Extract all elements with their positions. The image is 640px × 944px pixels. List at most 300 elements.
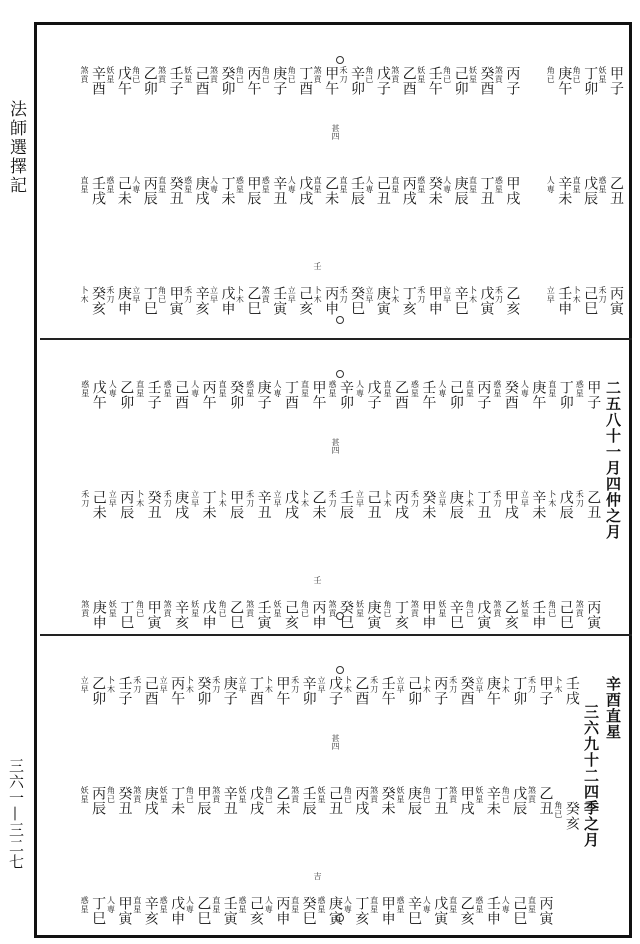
day-entry [287,66,313,96]
ganzhi-day: 甲辰 [195,786,212,816]
star-note: 妖星 [416,66,426,84]
day-column [107,380,135,630]
day-column [272,380,300,630]
day-column [382,380,410,630]
margin-note: 吉 [313,872,322,880]
day-entry [218,380,244,410]
ganzhi-day: 庚辰 [447,490,464,520]
day-entry [158,286,184,316]
day-column [263,676,291,926]
ganzhi-day: 乙酉 [353,676,370,706]
star-note: 卜木 [235,286,245,304]
day-entry [365,66,391,96]
star-note: 惑星 [238,896,248,914]
day-entry [287,176,313,206]
star-note: 角已 [157,286,167,304]
star-note: 人専 [343,896,353,914]
day-entry [261,286,287,316]
day-entry [494,66,520,96]
star-note: 直星 [157,176,167,194]
star-note: 惑星 [80,380,90,398]
day-column [316,676,344,926]
day-entry [184,176,210,206]
ganzhi-day: 乙酉 [400,66,417,96]
day-entry [554,801,580,831]
ganzhi-day: 辛亥 [142,896,159,926]
day-entry [370,786,396,816]
day-entry [438,600,464,630]
ganzhi-day: 丁丑 [478,176,495,206]
day-entry [132,66,158,96]
day-entry [343,786,369,816]
star-note: 卜木 [501,676,511,694]
star-note: 卜木 [390,286,400,304]
ganzhi-day: 辛未 [530,490,547,520]
day-entry [520,600,546,630]
ganzhi-day: 丙戌 [400,176,417,206]
star-note: 妖星 [395,786,405,804]
binding-hole-icon [336,666,344,674]
day-column [234,66,262,316]
ganzhi-day: 己酉 [142,676,159,706]
day-column [468,66,496,316]
ganzhi-day: 壬寅 [255,600,272,630]
ganzhi-day: 癸未 [426,176,443,206]
day-entry [548,490,574,520]
day-entry [80,66,106,96]
star-note: 人専 [273,380,283,398]
star-note: 煞貢 [390,66,400,84]
day-entry [355,600,381,630]
day-column [132,676,160,926]
day-entry [443,176,469,206]
ganzhi-day: 辛巳 [447,600,464,630]
ganzhi-day: 丙辰 [90,786,107,816]
star-note: 卜木 [422,676,432,694]
star-note: 角已 [235,66,245,84]
star-note: 人専 [190,380,200,398]
day-entry [465,380,491,410]
day-entry [273,490,299,520]
star-note: 角已 [501,786,511,804]
day-entry [261,66,287,96]
day-entry [136,490,162,520]
day-entry [238,676,264,706]
day-entry [106,286,132,316]
day-entry [520,380,546,410]
day-entry [235,176,261,206]
day-column [574,380,602,630]
day-column [158,676,186,926]
day-column [448,676,476,926]
star-note: 禾刀 [80,490,90,508]
day-column [369,676,397,926]
ganzhi-day: 乙巳 [228,600,245,630]
ganzhi-day: 丙子 [432,676,449,706]
day-entry [291,896,317,926]
ganzhi-day: 庚申 [115,286,132,316]
ganzhi-day: 丙申 [310,600,327,630]
star-note: 立早 [108,490,118,508]
ganzhi-day: 戊寅 [475,600,492,630]
day-column [342,676,370,926]
day-column [553,676,581,926]
ganzhi-day: 庚辰 [452,176,469,206]
ganzhi-day: 乙巳 [245,286,262,316]
day-entry [238,896,264,926]
day-entry [501,676,527,706]
ganzhi-day: 己酉 [193,66,210,96]
ganzhi-day: 丁卯 [557,380,574,410]
ganzhi-day: 乙酉 [392,380,409,410]
day-column [157,66,185,316]
star-note: 煞貢 [492,600,502,618]
day-column [442,66,470,316]
margin-note: 甚四 [331,124,340,140]
day-entry [546,66,572,96]
day-column [184,676,212,926]
star-note: 人専 [264,896,274,914]
star-note: 角已 [106,786,116,804]
day-entry [469,176,495,206]
ganzhi-day: 乙卯 [90,676,107,706]
star-note: 立早 [442,286,452,304]
ganzhi-day: 癸未 [420,490,437,520]
day-entry [417,66,443,96]
day-column [183,66,211,316]
star-note: 人専 [108,380,118,398]
day-entry [212,896,238,926]
ganzhi-day: 乙丑 [608,176,625,206]
star-note: 立早 [355,490,365,508]
ganzhi-day: 壬辰 [300,786,317,816]
star-note: 直星 [369,896,379,914]
day-column [211,676,239,926]
day-entry [572,286,598,316]
day-entry [317,676,343,706]
ganzhi-day: 甲寅 [167,286,184,316]
ganzhi-day: 壬午 [420,380,437,410]
day-entry [422,896,448,926]
star-note: 角已 [382,600,392,618]
star-note: 立早 [546,286,556,304]
ganzhi-day: 壬子 [145,380,162,410]
day-entry [355,380,381,410]
day-entry [422,676,448,706]
day-entry [501,896,527,926]
star-note: 人専 [106,896,116,914]
star-note: 直星 [132,896,142,914]
day-entry [235,286,261,316]
ganzhi-day: 庚戌 [193,176,210,206]
star-note: 立早 [159,676,169,694]
star-note: 卜木 [264,676,274,694]
day-entry [80,676,106,706]
binding-hole-icon [336,612,344,620]
ganzhi-day: 乙卯 [141,66,158,96]
ganzhi-day: 丙寅 [537,896,554,926]
day-entry [343,896,369,926]
day-entry [317,786,343,816]
ganzhi-day: 辛卯 [349,66,365,96]
day-entry [475,676,501,706]
day-column [500,676,528,926]
margin-note: 壬 [313,262,322,270]
ganzhi-day: 甲申 [379,896,396,926]
ganzhi-day: 丙戌 [353,786,370,816]
ganzhi-day: 壬辰 [349,176,365,206]
ganzhi-day: 丁亥 [400,286,417,316]
day-column [421,676,449,926]
star-note: 人専 [364,176,374,194]
ganzhi-day: 庚申 [90,600,107,630]
ganzhi-day: 丁亥 [353,896,370,926]
star-note: 妖星 [468,66,478,84]
ganzhi-day: 丁巳 [141,286,158,316]
ganzhi-day: 己丑 [374,176,391,206]
month-heading: 辛酉直星 [604,676,622,740]
day-column [208,66,236,316]
ganzhi-day: 庚子 [255,380,272,410]
ganzhi-day: 丙申 [323,286,340,316]
star-note: 煞貢 [209,66,219,84]
ganzhi-day: 丁丑 [432,786,449,816]
day-entry [184,66,210,96]
star-note: 角已 [218,600,228,618]
ganzhi-day: 丁酉 [297,66,314,96]
day-entry [417,286,443,316]
binding-hole-icon [336,56,344,64]
day-entry [81,380,107,410]
star-note: 角已 [572,66,582,84]
day-entry [410,380,436,410]
star-note: 惑星 [474,896,484,914]
day-entry [598,176,624,206]
star-note: 立早 [474,676,484,694]
star-note: 立早 [317,676,326,694]
day-column [131,66,159,316]
ganzhi-day: 辛丑 [271,176,288,206]
day-entry [159,896,185,926]
day-entry [546,176,572,206]
ganzhi-day: 甲辰 [228,490,245,520]
star-note: 立早 [520,490,530,508]
day-column [260,66,288,316]
day-entry [494,286,520,316]
day-column [597,66,625,316]
star-note: 禾刀 [211,676,221,694]
ganzhi-day: 壬戌 [89,176,106,206]
star-note: 惑星 [492,380,502,398]
day-column [327,380,355,630]
ganzhi-day: 丙辰 [141,176,158,206]
day-entry [475,896,501,926]
ganzhi-day: 戊午 [90,380,107,410]
star-note: 惑星 [598,176,608,194]
ganzhi-day: 庚寅 [365,600,382,630]
day-entry [396,896,422,926]
star-note: 禾刀 [290,676,300,694]
ganzhi-day: 乙丑 [537,786,554,816]
star-note: 人専 [520,380,530,398]
day-entry [158,176,184,206]
day-entry [81,490,107,520]
day-entry [133,896,159,926]
day-entry [218,600,244,630]
star-note: 煞貢 [328,600,337,618]
day-entry [548,380,574,410]
star-note: 禾刀 [163,490,173,508]
ganzhi-day: 壬申 [530,600,547,630]
day-entry [493,600,519,630]
day-entry [528,786,554,816]
star-note: 惑星 [183,176,193,194]
ganzhi-day: 庚寅 [374,286,391,316]
ganzhi-day: 戊子 [327,676,343,706]
day-entry [185,676,211,706]
day-entry [133,676,159,706]
ganzhi-day: 戊戌 [248,786,265,816]
star-note: 禾刀 [598,286,608,304]
day-entry [528,896,554,926]
day-column [519,66,547,316]
day-column [290,676,318,926]
ganzhi-day: 丁亥 [392,600,409,630]
ganzhi-day: 癸丑 [145,490,162,520]
day-entry [391,66,417,96]
ganzhi-day: 庚子 [271,66,288,96]
month-heading: 二五八十一月四仲之月 [604,380,622,540]
star-note: 直星 [547,380,557,398]
day-entry [301,380,327,410]
star-note: 角已 [300,600,310,618]
star-note: 煞貢 [157,66,167,84]
day-entry [185,786,211,816]
day-entry [106,176,132,206]
star-note: 妖星 [317,786,326,804]
day-column [79,66,107,316]
star-note: 卜木 [313,286,323,304]
star-note: 禾刀 [183,286,193,304]
ganzhi-day: 己未 [90,490,107,520]
day-entry [493,380,519,410]
star-note: 直星 [313,176,323,194]
day-entry [370,676,396,706]
star-note: 妖星 [159,786,169,804]
day-entry [339,66,365,96]
ganzhi-day: 癸巳 [338,600,354,630]
star-note: 立早 [287,286,297,304]
binding-hole-icon [336,316,344,324]
ganzhi-day: 庚午 [556,66,573,96]
star-note: 角已 [135,600,145,618]
star-note: 角已 [553,801,563,819]
ganzhi-day: 甲申 [426,286,443,316]
day-entry [136,380,162,410]
star-note: 角已 [261,66,271,84]
ganzhi-day: 甲午 [323,66,340,96]
day-entry [191,490,217,520]
ganzhi-day: 己卯 [452,66,469,96]
ganzhi-day: 癸卯 [195,676,212,706]
star-note: 直星 [390,176,400,194]
day-entry [106,676,132,706]
day-entry [469,66,495,96]
day-entry [191,600,217,630]
ganzhi-day: 丙子 [504,66,521,96]
ganzhi-day: 丁酉 [283,380,300,410]
star-note: 卜木 [547,490,557,508]
ganzhi-day: 壬寅 [271,286,288,316]
day-entry [185,896,211,926]
star-note: 人専 [355,380,365,398]
day-entry [301,490,327,520]
day-entry [575,490,601,520]
day-column [390,66,418,316]
star-note: 煞貢 [313,66,323,84]
ganzhi-day: 乙卯 [118,380,135,410]
star-note: 禾刀 [410,490,420,508]
day-entry [598,66,624,96]
star-note: 禾刀 [339,286,348,304]
ganzhi-day: 辛未 [556,176,573,206]
binding-hole-icon [336,914,344,922]
ganzhi-day: 壬午 [379,676,396,706]
star-note: 人専 [546,176,556,194]
star-note: 角已 [343,786,353,804]
ganzhi-day: 乙亥 [502,600,519,630]
ganzhi-day: 庚子 [221,676,238,706]
star-note: 煞貢 [410,600,420,618]
ganzhi-day: 戊申 [200,600,217,630]
panel-1 [40,26,632,340]
day-entry [339,286,365,316]
ganzhi-day: 戊辰 [557,490,574,520]
star-note: 惑星 [575,380,585,398]
day-entry [136,600,162,630]
ganzhi-day: 己卯 [447,380,464,410]
star-note: 立早 [190,490,200,508]
star-note: 煞貢 [211,786,221,804]
star-note: 人専 [437,380,447,398]
day-entry [291,676,317,706]
star-note: 卜木 [553,676,563,694]
day-entry [313,66,339,96]
star-note: 直星 [572,176,582,194]
ganzhi-day: 甲戌 [458,786,475,816]
day-entry [365,176,391,206]
star-note: 直星 [527,896,537,914]
ganzhi-day: 庚午 [484,676,501,706]
day-entry [106,786,132,816]
ganzhi-day: 己亥 [283,600,300,630]
day-column [80,380,108,630]
ganzhi-day: 辛丑 [221,786,238,816]
day-entry [422,786,448,816]
day-entry [313,286,339,316]
star-note: 角已 [547,600,557,618]
day-entry [328,490,354,520]
ganzhi-day: 丁卯 [511,676,528,706]
ganzhi-day: 己巳 [557,600,574,630]
day-column [105,66,133,316]
day-entry [158,66,184,96]
ganzhi-day: 戊戌 [297,176,314,206]
star-note: 角已 [546,66,556,84]
ganzhi-day: 戊寅 [478,286,495,316]
ganzhi-day: 辛亥 [193,286,210,316]
day-entry [339,176,365,206]
